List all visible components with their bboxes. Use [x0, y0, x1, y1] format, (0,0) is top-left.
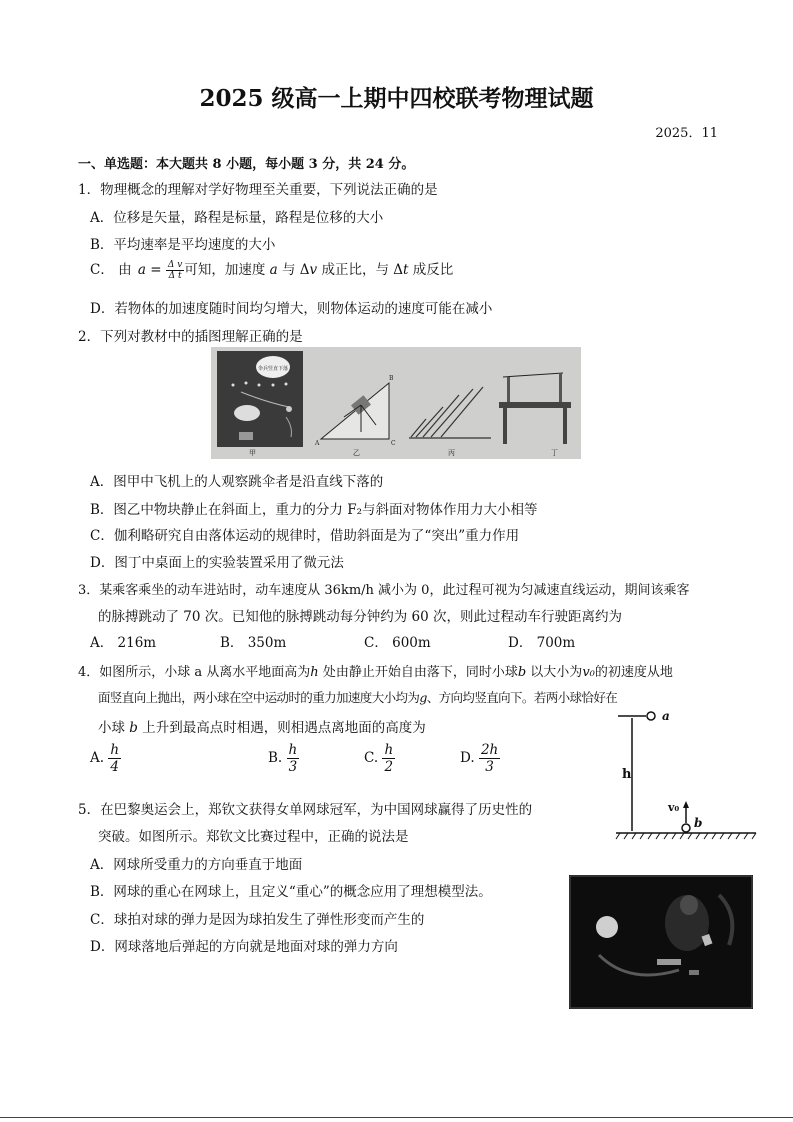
bottom-rule — [0, 1117, 793, 1118]
q4-option-b-fraction: $\frac{h}{3}$ — [288, 742, 298, 775]
q3-option-b: B． 350m — [220, 635, 287, 651]
q2-option-b: B．图乙中物块静止在斜面上，重力的分力 F₂与斜面对物体作用力大小相等 — [90, 502, 538, 518]
q1-stem: 1．物理概念的理解对学好物理至关重要，下列说法正确的是 — [78, 182, 438, 198]
figure-jia-label: 甲 — [249, 449, 256, 457]
q4-option-c-fraction: $\frac{h}{2}$ — [384, 742, 394, 775]
q1-option-c: C． 由 a = $\frac{\text{Δ v}}{\text{Δ t}}$ 可知，加速度 a 与 Δv 成正比，与 Δt 成反比 — [90, 260, 454, 281]
textbook-figures-image — [211, 347, 581, 459]
q1-option-a: A．位移是矢量，路程是标量，路程是位移的大小 — [90, 210, 384, 226]
q1-fraction: $\frac{\text{Δ v}}{\text{Δ t}}$ — [167, 260, 183, 281]
q3-stem-line2: 的脉搏跳动了 70 次。已知他的脉搏跳动每分钟约为 60 次，则此过程动车行驶距离约为 — [98, 609, 623, 625]
exam-date: 2025．11 — [655, 126, 718, 141]
q3-option-a: A． 216m — [90, 635, 157, 651]
q5-option-a: A．网球所受重力的方向垂直于地面 — [90, 857, 303, 873]
figure-yi-label: 乙 — [353, 449, 360, 457]
q2-option-a: A．图甲中飞机上的人观察跳伞者是沿直线下落的 — [90, 474, 384, 490]
q4-stem-line3: 小球 b 上升到最高点时相遇，则相遇点离地面的高度为 — [98, 720, 426, 736]
q2-option-d: D．图丁中桌面上的实验装置采用了微元法 — [90, 555, 344, 571]
figure-jia-speech: 伞兵竖直下落 — [257, 366, 289, 372]
q4-option-c: C. $\frac{h}{2}$ — [364, 742, 394, 775]
page-title: 2025 级高一上期中四校联考物理试题 — [199, 85, 594, 112]
figure-ding-table — [499, 402, 571, 408]
ball-a-label: a — [662, 709, 670, 723]
q1-option-d: D．若物体的加速度随时间均匀增大，则物体运动的速度可能在减小 — [90, 301, 493, 317]
q5-stem-line1: 5．在巴黎奥运会上，郑钦文获得女单网球冠军，为中国网球赢得了历史性的 — [78, 802, 533, 818]
svg-text:B: B — [389, 375, 394, 382]
svg-text:C: C — [391, 440, 396, 447]
q2-option-c: C．伽利略研究自由落体运动的规律时，借助斜面是为了“突出”重力作用 — [90, 528, 520, 544]
q5-option-c: C．球拍对球的弹力是因为球拍发生了弹性形变而产生的 — [90, 912, 425, 928]
figure-bing-label: 丙 — [448, 449, 455, 457]
tennis-ball — [596, 916, 618, 938]
ball-a — [647, 712, 655, 720]
q3-stem-line1: 3．某乘客乘坐的动车进站时，动车速度从 36km/h 减小为 0，此过程可视为匀减速直线运动，期间该乘客 — [78, 583, 690, 598]
section-heading: 一、单选题：本大题共 8 小题，每小题 3 分，共 24 分。 — [78, 157, 415, 172]
q4-diagram — [610, 705, 760, 845]
height-label: h — [622, 767, 632, 782]
velocity-label: v₀ — [668, 801, 680, 814]
q4-option-a: A. $\frac{h}{4}$ — [90, 742, 120, 775]
q4-option-d-fraction: $\frac{2h}{3}$ — [480, 742, 499, 775]
q1-option-b: B．平均速率是平均速度的大小 — [90, 237, 276, 253]
q5-stem-line2: 突破。如图所示。郑钦文比赛过程中，正确的说法是 — [98, 829, 409, 845]
q4-option-a-fraction: $\frac{h}{4}$ — [110, 742, 120, 775]
ball-b-label: b — [694, 816, 703, 830]
q4-option-b: B. $\frac{h}{3}$ — [268, 742, 298, 775]
ball-b — [682, 824, 690, 832]
q4-stem-line1: 4．如图所示，小球 a 从离水平地面高为h 处由静止开始自由落下，同时小球b 以大小为v₀的初速度从地 — [78, 665, 673, 680]
figure-ding-label: 丁 — [551, 449, 558, 457]
q5-option-d: D．网球落地后弹起的方向就是地面对球的弹力方向 — [90, 939, 398, 955]
q2-stem: 2．下列对教材中的插图理解正确的是 — [78, 329, 303, 345]
q3-option-c: C． 600m — [364, 635, 431, 651]
q4-option-d: D. $\frac{2h}{3}$ — [460, 742, 499, 775]
q5-option-b: B．网球的重心在网球上，且定义“重心”的概念应用了理想模型法。 — [90, 884, 492, 900]
q3-option-d: D． 700m — [508, 635, 576, 651]
svg-text:A: A — [315, 440, 320, 447]
q4-stem-line2: 面竖直向上抛出，两小球在空中运动时的重力加速度大小均为g、方向均竖直向下。若两小球恰好在 — [98, 690, 618, 705]
tennis-player-photo — [569, 875, 753, 1009]
